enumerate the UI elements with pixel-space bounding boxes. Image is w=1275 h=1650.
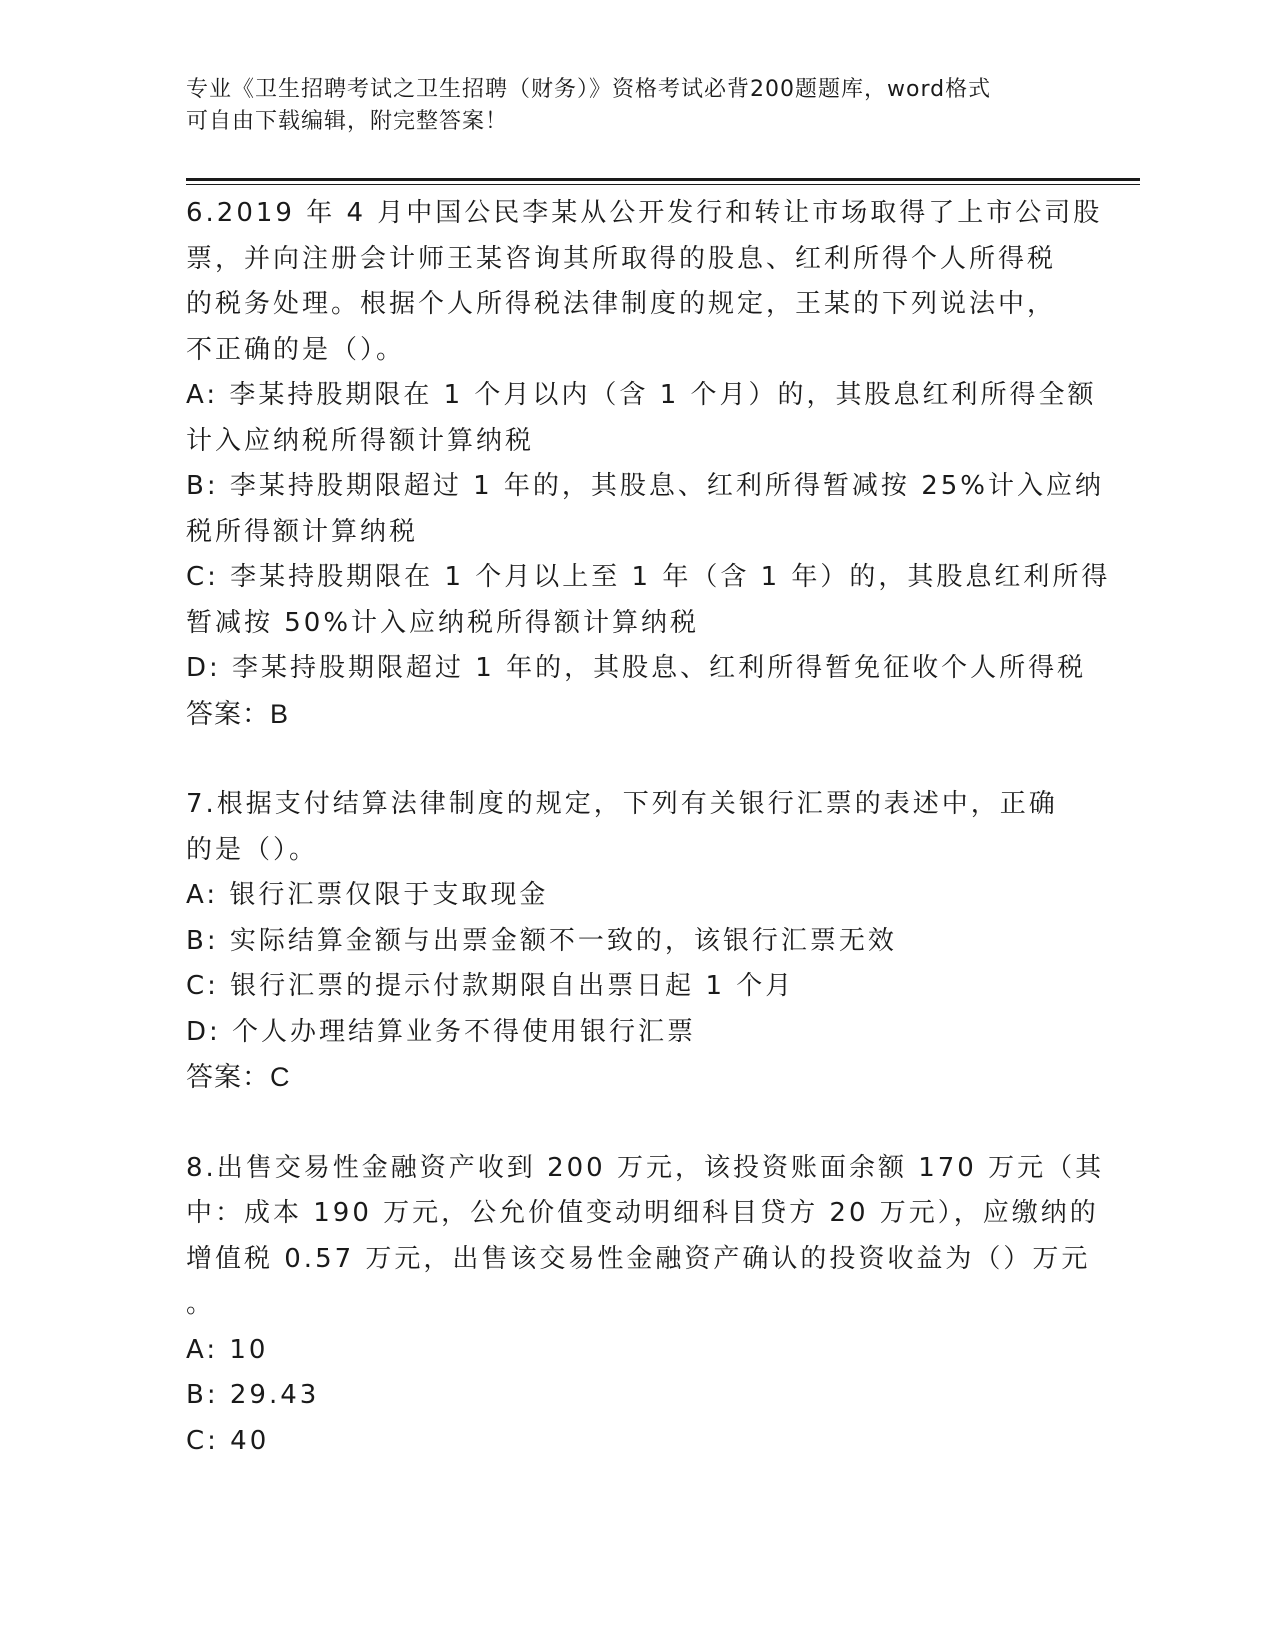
question-7-option-b: B: 实际结算金额与出票金额不一致的，该银行汇票无效 [186, 925, 897, 956]
question-6-option-a: A: 李某持股期限在 1 个月以内（含 1 个月）的，其股息红利所得全额 [186, 380, 1097, 410]
question-6-option-b: B: 李某持股期限超过 1 年的，其股息、红利所得暂减按 25%计入应纳 [186, 471, 1104, 501]
question-8-stem-line-3: 增值税 0.57 万元，出售该交易性金融资产确认的投资收益为（）万元 [186, 1243, 1091, 1274]
question-8 [186, 1146, 1105, 1465]
question-7-stem-line-2: 的是（）。 [186, 834, 319, 865]
question-7-option-d: D: 个人办理结算业务不得使用银行汇票 [186, 1016, 697, 1047]
question-8-option-b: B: 29.43 [186, 1380, 320, 1410]
question-7 [186, 782, 1086, 1101]
question-6-stem-line-3: 的税务处理。根据个人所得税法律制度的规定，王某的下列说法中， [186, 289, 1057, 319]
header-rule-thin [186, 184, 1140, 185]
question-gap [186, 1101, 1086, 1146]
question-6-option-c-cont: 暂减按 50%计入应纳税所得额计算纳税 [186, 607, 700, 638]
question-8-stem-line-1: 8.出售交易性金融资产收到 200 万元，该投资账面余额 170 万元（其 [186, 1152, 1105, 1183]
question-6-stem-line-2: 票，并向注册会计师王某咨询其所取得的股息、红利所得个人所得税 [186, 243, 1057, 274]
question-7-stem-line-1: 7.根据支付结算法律制度的规定，下列有关银行汇票的表述中，正确 [186, 789, 1058, 819]
question-8-option-a: A: 10 [186, 1334, 269, 1365]
question-7-answer: 答案：C [186, 1062, 291, 1092]
question-6-option-b-cont: 税所得额计算纳税 [186, 516, 419, 547]
question-7-option-c: C: 银行汇票的提示付款期限自出票日起 1 个月 [186, 971, 795, 1001]
question-8-stem-line-2: 中：成本 190 万元，公允价值变动明细科目贷方 20 万元），应缴纳的 [186, 1198, 1099, 1228]
question-6-stem-line-4: 不正确的是（）。 [186, 334, 406, 365]
question-6-option-c: C: 李某持股期限在 1 个月以上至 1 年（含 1 年）的，其股息红利所得 [186, 562, 1111, 592]
question-6-option-a-cont: 计入应纳税所得额计算纳税 [186, 425, 535, 456]
question-8-option-c: C: 40 [186, 1425, 270, 1456]
header-line-2: 可自由下载编辑，附完整答案！ [186, 109, 509, 134]
question-7-option-a: A: 银行汇票仅限于支取现金 [186, 880, 549, 910]
header-line-1: 专业《卫生招聘考试之卫生招聘（财务）》资格考试必背200题题库，word格式 [186, 77, 992, 102]
question-6-stem-line-1: 6.2019 年 4 月中国公民李某从公开发行和转让市场取得了上市公司股 [186, 198, 1103, 228]
document-header [186, 74, 1086, 138]
question-6-option-d: D: 李某持股期限超过 1 年的，其股息、红利所得暂免征收个人所得税 [186, 653, 1087, 683]
question-8-stem-line-4: 。 [186, 1289, 216, 1319]
question-list [186, 191, 1111, 1464]
question-gap [186, 737, 1086, 782]
question-6 [186, 191, 1111, 737]
header-rule-thick [186, 178, 1140, 181]
question-6-answer: 答案：B [186, 698, 290, 729]
